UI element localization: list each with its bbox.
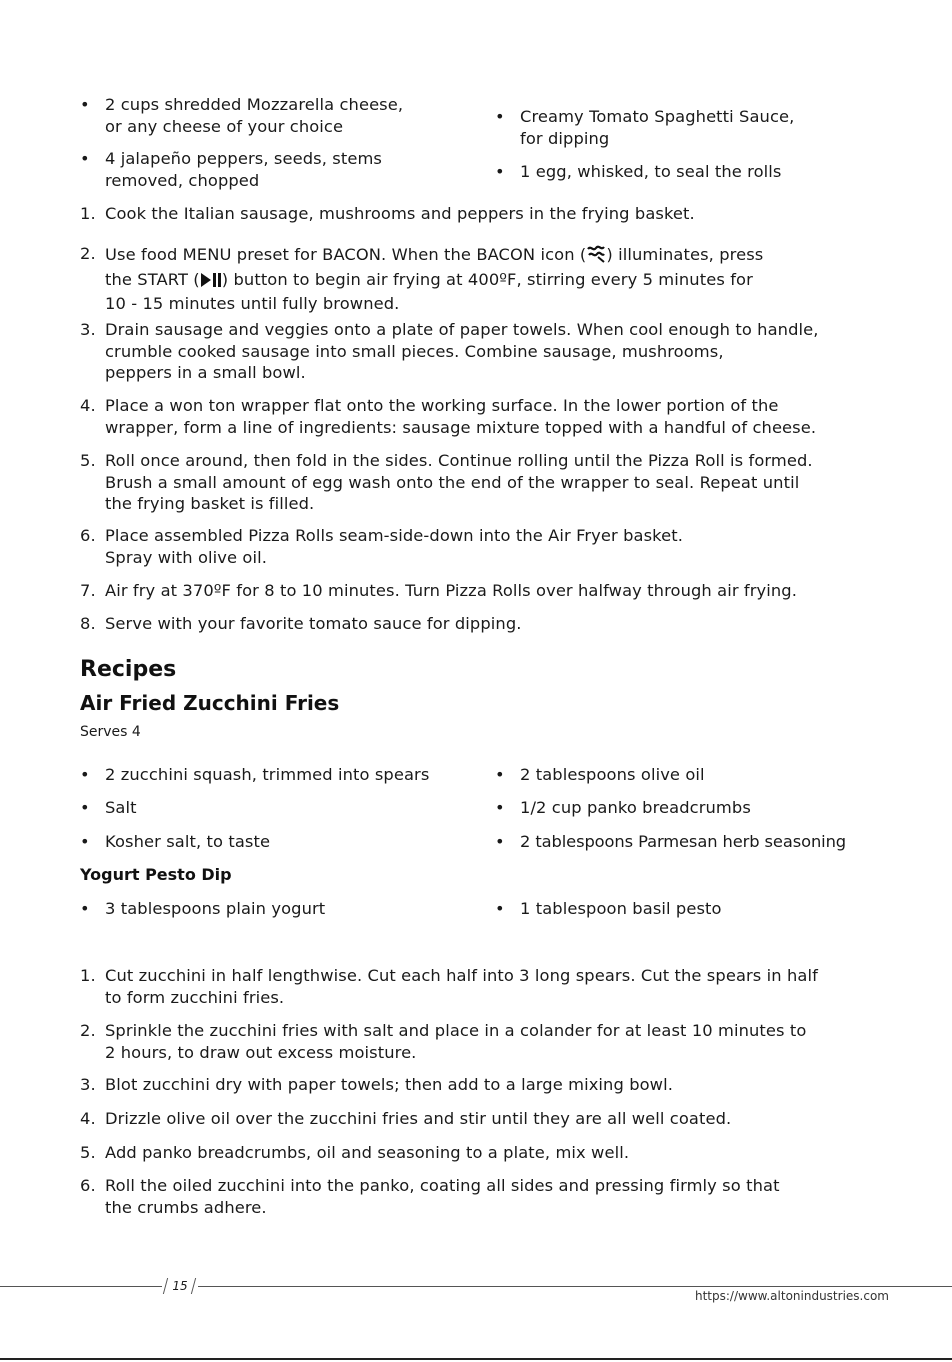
step-line: 2 hours, to draw out excess moisture. — [105, 1042, 417, 1062]
step-line: Add panko breadcrumbs, oil and seasoning to a plate, mix well. — [105, 1143, 630, 1162]
bullet: • — [80, 832, 90, 851]
step-line: Serve with your favorite tomato sauce for dipping. — [105, 614, 522, 633]
step-number: 5. — [80, 451, 96, 470]
step-number: 4. — [80, 1109, 96, 1128]
step-line: Place assembled Pizza Rolls seam-side-down into the Air Fryer basket. — [105, 526, 683, 545]
step-number: 8. — [80, 614, 96, 633]
step-number: 6. — [80, 1176, 96, 1195]
step-line: Air fry at 370ºF for 8 to 10 minutes. Turn Pizza Rolls over halfway through air frying. — [105, 581, 798, 600]
step-line: Sprinkle the zucchini fries with salt and place in a colander for at least 10 minutes to — [105, 1021, 807, 1040]
step-line: to form zucchini fries. — [105, 987, 285, 1007]
step-line — [105, 269, 763, 294]
step-line: crumble cooked sausage into small pieces. Combine sausage, mushrooms, — [105, 341, 724, 361]
step-text: Use food MENU preset for BACON. When the BACON icon ( — [105, 245, 587, 264]
ingredient-line: 2 zucchini squash, trimmed into spears — [105, 765, 430, 784]
bullet: • — [495, 832, 505, 851]
page-number — [162, 1278, 198, 1294]
ingredient-line: 3 tablespoons plain yogurt — [105, 899, 326, 918]
bullet: • — [495, 899, 505, 918]
page-bottom-border — [0, 1358, 952, 1360]
step-line: 10 - 15 minutes until fully browned. — [105, 294, 400, 313]
bullet: • — [495, 162, 505, 181]
step-number: 5. — [80, 1143, 96, 1162]
step-line: peppers in a small bowl. — [105, 363, 306, 382]
ingredient-line: 2 cups shredded Mozzarella cheese, — [105, 95, 404, 114]
step-number: 2. — [80, 244, 96, 263]
step-line — [105, 243, 763, 269]
ingredient-line: removed, chopped — [105, 170, 260, 190]
ingredient-line: 1 tablespoon basil pesto — [520, 899, 722, 918]
step-line: Spray with olive oil. — [105, 547, 267, 567]
step-number: 6. — [80, 526, 96, 545]
ingredient-line: 1 egg, whisked, to seal the rolls — [520, 162, 782, 181]
step-line: Cook the Italian sausage, mushrooms and peppers in the frying basket. — [105, 204, 695, 223]
step-text: ) illuminates, press — [606, 245, 764, 264]
recipe-title: Air Fried Zucchini Fries — [80, 691, 340, 715]
step-line: Place a won ton wrapper flat onto the working surface. In the lower portion of the — [105, 396, 779, 415]
step-number: 2. — [80, 1021, 96, 1040]
page-number-bracket-right — [191, 1278, 198, 1294]
step-text: ) button to begin air frying at 400ºF, stirring every 5 minutes for — [221, 269, 753, 289]
step-line: Roll the oiled zucchini into the panko, coating all sides and pressing firmly so that — [105, 1176, 780, 1195]
step-number: 7. — [80, 581, 96, 600]
step-number: 3. — [80, 1075, 96, 1094]
page-number-bracket-left — [163, 1278, 170, 1294]
ingredient-line: Kosher salt, to taste — [105, 832, 271, 851]
step-line: wrapper, form a line of ingredients: sausage mixture topped with a handful of cheese. — [105, 417, 817, 437]
ingredient-line: for dipping — [520, 128, 610, 148]
ingredient-line: 1/2 cup panko breadcrumbs — [520, 798, 751, 817]
page-number-text: 15 — [172, 1279, 188, 1293]
footer-divider — [0, 1286, 952, 1287]
bullet: • — [495, 107, 505, 126]
bullet: • — [495, 765, 505, 784]
bullet: • — [495, 798, 505, 817]
bacon-icon — [586, 243, 606, 269]
step-number: 3. — [80, 320, 96, 339]
step-number: 1. — [80, 204, 96, 223]
play-pause-icon — [200, 272, 222, 294]
footer-url[interactable]: https://www.altonindustries.com — [695, 1289, 889, 1303]
section-heading: Recipes — [80, 657, 177, 682]
bullet: • — [80, 798, 90, 817]
bullet: • — [80, 149, 90, 168]
ingredient-line: or any cheese of your choice — [105, 116, 344, 136]
ingredient-line: Creamy Tomato Spaghetti Sauce, — [520, 107, 795, 126]
bullet: • — [80, 765, 90, 784]
bullet: • — [80, 95, 90, 114]
ingredient-line: Salt — [105, 798, 137, 817]
step-line: Drain sausage and veggies onto a plate of paper towels. When cool enough to handle, — [105, 320, 819, 339]
step-line: Blot zucchini dry with paper towels; then add to a large mixing bowl. — [105, 1075, 673, 1094]
step-number: 4. — [80, 396, 96, 415]
serves-text: Serves 4 — [80, 724, 141, 740]
step-line: the frying basket is filled. — [105, 494, 315, 513]
step-line: the crumbs adhere. — [105, 1197, 267, 1217]
subsection-heading: Yogurt Pesto Dip — [80, 865, 232, 884]
ingredient-line: 2 tablespoons olive oil — [520, 765, 705, 784]
step-line: Drizzle olive oil over the zucchini fries and stir until they are all well coated. — [105, 1109, 732, 1128]
step-number: 1. — [80, 966, 96, 985]
ingredient-line: 2 tablespoons Parmesan herb seasoning — [520, 832, 847, 851]
step-text: the START ( — [105, 269, 200, 289]
step-line: Cut zucchini in half lengthwise. Cut each half into 3 long spears. Cut the spears in half — [105, 966, 818, 985]
ingredient-line: 4 jalapeño peppers, seeds, stems — [105, 149, 383, 168]
step-line: Brush a small amount of egg wash onto the end of the wrapper to seal. Repeat until — [105, 472, 800, 492]
step-line: Roll once around, then fold in the sides. Continue rolling until the Pizza Roll is formed. — [105, 451, 813, 470]
bullet: • — [80, 899, 90, 918]
